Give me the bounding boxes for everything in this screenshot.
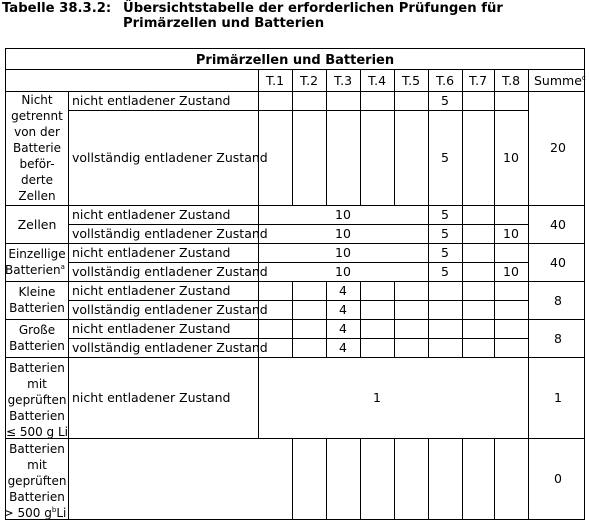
group-label-line: geprüften <box>7 393 67 407</box>
group-label-line: Batterie <box>12 141 62 155</box>
sum-cell: 40 <box>550 217 566 232</box>
sum-header: Summe$^c$ <box>534 73 586 88</box>
t6-cell: 5 <box>441 226 449 241</box>
t3-cell: 4 <box>339 302 347 317</box>
t6-cell: 5 <box>441 245 449 260</box>
group-label-line: mit <box>27 458 47 472</box>
group-label-line: Kleine <box>18 285 56 299</box>
state-cell: nicht entladener Zustand <box>72 245 231 260</box>
state-cell: nicht entladener Zustand <box>72 207 231 222</box>
group-batterien-bis-500g <box>6 361 562 439</box>
test-header-t3: T.3 <box>333 73 353 88</box>
t6-cell: 5 <box>441 264 449 279</box>
test-header-t6: T.6 <box>435 73 455 88</box>
group-batterien-ueber-500g <box>4 442 562 520</box>
t3-cell: 4 <box>339 321 347 336</box>
state-cell: nicht entladener Zustand <box>72 321 231 336</box>
caption-title-line2: Primärzellen und Batterien <box>123 16 325 31</box>
group-label-line: ≤ 500 g Li <box>5 425 69 439</box>
group-label-line: Batterien <box>9 339 65 353</box>
state-cell: vollständig entladener Zustand <box>72 226 268 241</box>
sum-cell: 40 <box>550 255 566 270</box>
t6-cell: 5 <box>441 150 449 165</box>
state-cell: nicht entladener Zustand <box>72 283 231 298</box>
group-label-line: Batterien <box>9 490 65 504</box>
group-label-line: mit <box>27 377 47 391</box>
group-label-line: Batterien <box>9 301 65 315</box>
t3-cell: 4 <box>339 340 347 355</box>
test-header-t7: T.7 <box>468 73 488 88</box>
state-cell: vollständig entladener Zustand <box>72 264 268 279</box>
t1-t8-cell: 1 <box>373 390 381 405</box>
test-header-t8: T.8 <box>501 73 521 88</box>
sum-cell: 8 <box>554 293 562 308</box>
group-nicht-getrennt <box>11 93 566 203</box>
state-cell: vollständig entladener Zustand <box>72 340 268 355</box>
group-label-line: Nicht <box>21 93 53 107</box>
sum-cell: 1 <box>554 390 562 405</box>
t8-cell: 10 <box>503 264 519 279</box>
group-label-line: Batterien <box>9 409 65 423</box>
group-label-line: Einzellige <box>8 247 66 261</box>
group-label-line: Batterien$^a$ <box>5 263 65 277</box>
sum-cell: 20 <box>550 140 566 155</box>
t6-cell: 5 <box>441 207 449 222</box>
t8-cell: 10 <box>503 226 519 241</box>
test-header-t4: T.4 <box>367 73 387 88</box>
group-label-line: geprüften <box>7 474 67 488</box>
group-label-line: von der <box>14 125 60 139</box>
t1-t5-cell: 10 <box>335 226 351 241</box>
group-label-line: Zellen <box>18 189 56 203</box>
t1-t5-cell: 10 <box>335 245 351 260</box>
caption-number: Tabelle 38.3.2: <box>2 1 112 16</box>
t3-cell: 4 <box>339 283 347 298</box>
table-header: Primärzellen und Batterien <box>195 53 395 68</box>
group-label-line: beför- <box>19 157 55 171</box>
group-label-line: derte <box>20 173 54 187</box>
sum-cell: 8 <box>554 331 562 346</box>
state-cell: vollständig entladener Zustand <box>72 302 268 317</box>
group-label-line: Batterien <box>9 442 65 456</box>
group-label-line: Batterien <box>9 361 65 375</box>
t1-t5-cell: 10 <box>335 264 351 279</box>
state-cell: nicht entladener Zustand <box>72 93 231 108</box>
state-cell: vollständig entladener Zustand <box>72 150 268 165</box>
test-column-headers <box>265 73 586 88</box>
group-label-line: Große <box>18 323 56 337</box>
caption-title-line1: Übersichtstabelle der erforderlichen Prüfungen für <box>123 1 503 16</box>
t6-cell: 5 <box>441 93 449 108</box>
t1-t5-cell: 10 <box>335 207 351 222</box>
test-header-t5: T.5 <box>401 73 421 88</box>
group-label-line: > 500 $g^bLi$ <box>3 506 67 520</box>
state-cell: nicht entladener Zustand <box>72 390 231 405</box>
group-label-line: Zellen <box>17 217 57 232</box>
t8-cell: 10 <box>503 150 519 165</box>
test-header-t2: T.2 <box>299 73 319 88</box>
group-label-line: getrennt <box>11 109 63 123</box>
sum-cell: 0 <box>554 471 562 486</box>
test-header-t1: T.1 <box>265 73 285 88</box>
